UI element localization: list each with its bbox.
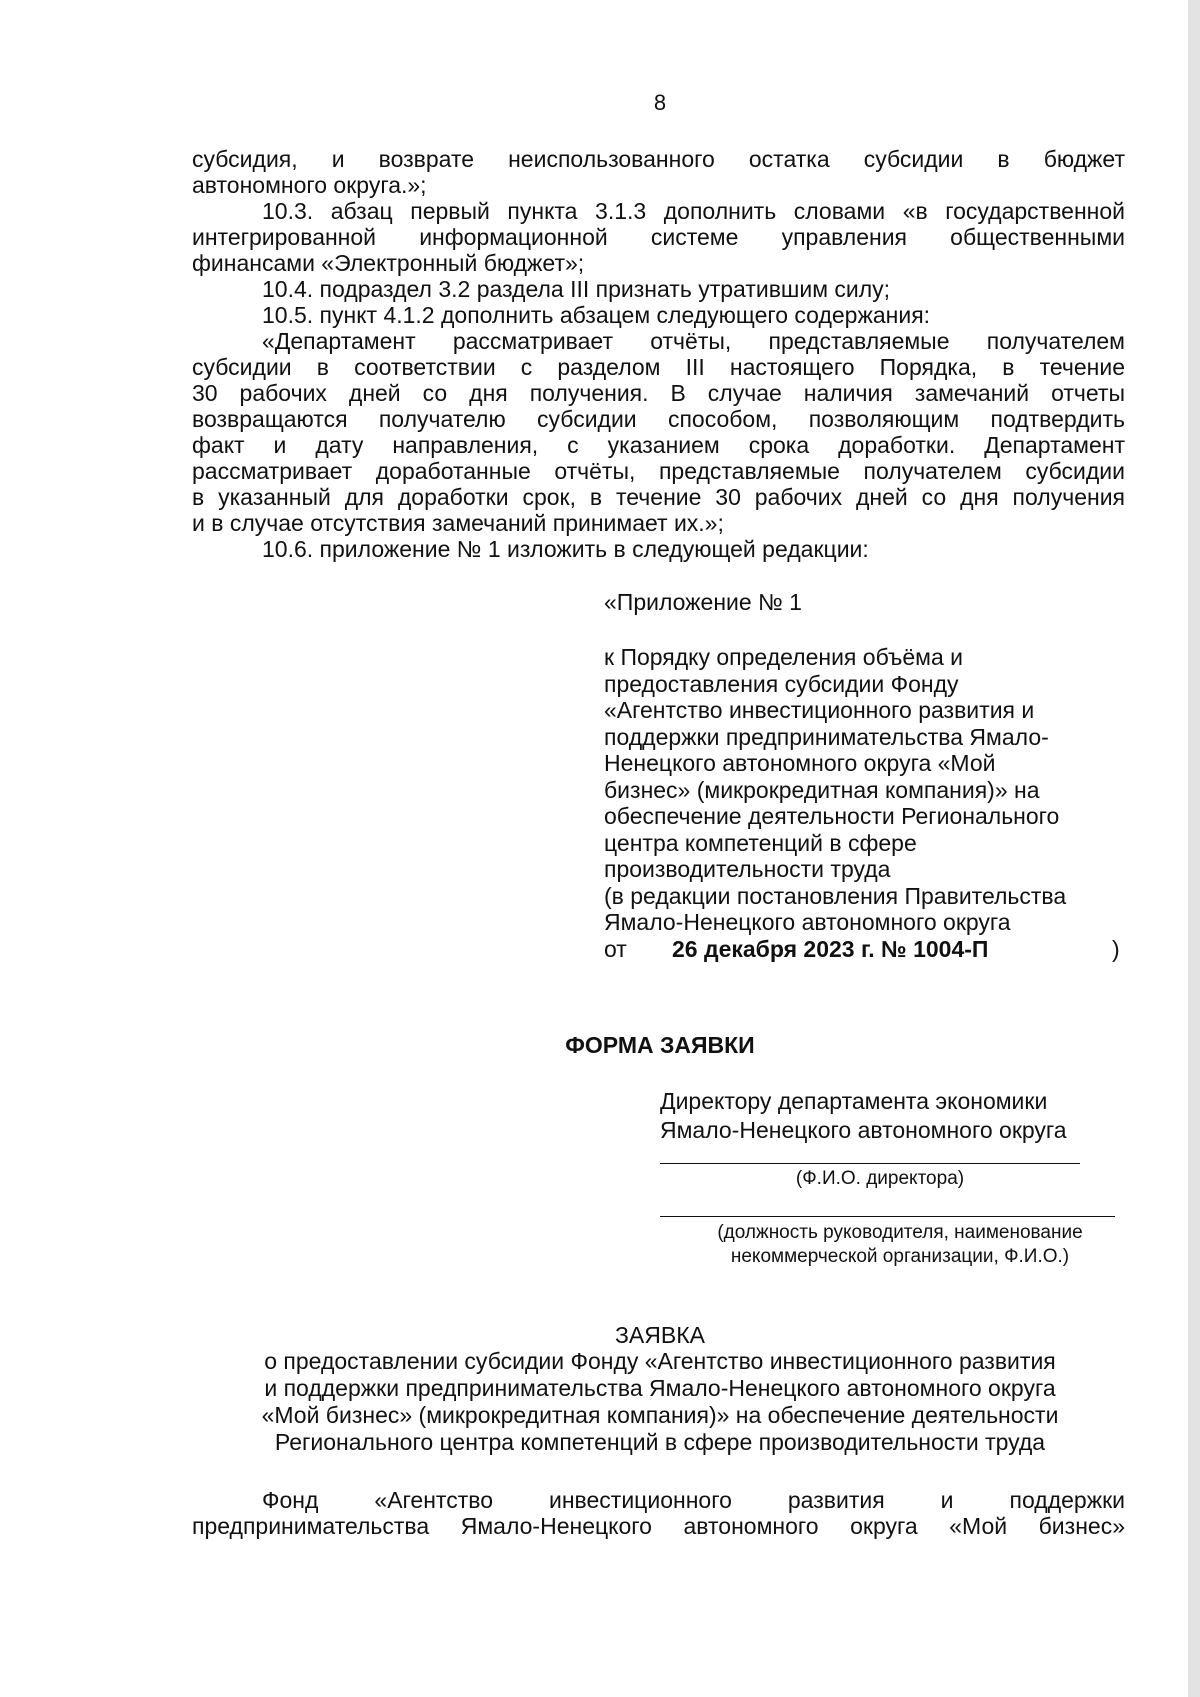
text-line: 10.3. абзац первый пункта 3.1.3 дополнить словами «в государственной: [262, 198, 1125, 224]
date-suffix: ): [1112, 935, 1120, 962]
amendment-text: [192, 146, 1125, 562]
application-subject: [192, 1348, 1128, 1456]
decree-date: 26 декабря 2023 г. № 1004-П: [672, 935, 989, 962]
sender-caption: [670, 1221, 1130, 1269]
text-line: Фонд «Агентство инвестиционного развития и поддержки: [262, 1487, 1125, 1513]
page-number: 8: [653, 90, 667, 115]
text-line: центра компетенций в сфере: [604, 829, 917, 856]
appendix-heading: «Приложение № 1: [604, 589, 802, 615]
text-line: (в редакции постановления Правительства: [604, 882, 1067, 909]
fio-caption: (Ф.И.О. директора): [795, 1168, 965, 1189]
appendix-caption: [604, 644, 1124, 963]
text-line: «Департамент рассматривает отчёты, представляемые получателем: [262, 328, 1125, 354]
application-body: [192, 1487, 1125, 1539]
text-line: возвращаются получателю субсидии способом, позволяющим подтвердить: [192, 406, 1125, 432]
fio-blank-line: [660, 1163, 1080, 1164]
text-line: (должность руководителя, наименование: [717, 1222, 1083, 1243]
appendix-date-line: [604, 936, 1124, 963]
text-line: к Порядку определения объёма и: [604, 644, 963, 670]
addressee: [660, 1087, 1130, 1145]
page-edge: [1188, 0, 1200, 1697]
text-line: 10.4. подраздел 3.2 раздела III признать утратившим силу;: [262, 276, 891, 302]
text-line: 10.6. приложение № 1 изложить в следующей редакции:: [262, 536, 869, 562]
text-line: бизнес» (микрокредитная компания)» на: [604, 776, 1040, 803]
text-line: 10.5. пункт 4.1.2 дополнить абзацем следующего содержания:: [262, 302, 931, 328]
sender-blank-line: [660, 1216, 1115, 1217]
text-line: интегрированной информационной системе управления общественными: [192, 224, 1125, 250]
text-line: факт и дату направления, с указанием срока доработки. Департамент: [192, 432, 1125, 458]
text-line: «Агентство инвестиционного развития и: [604, 697, 1035, 723]
text-line: в указанный для доработки срок, в течение 30 рабочих дней со дня получения: [192, 484, 1125, 510]
application-title: ЗАЯВКА: [615, 1322, 705, 1348]
text-line: поддержки предпринимательства Ямало-: [604, 723, 1049, 750]
text-line: рассматривает доработанные отчёты, представляемые получателем субсидии: [192, 458, 1125, 484]
text-line: о предоставлении субсидии Фонду «Агентство инвестиционного развития: [264, 1348, 1056, 1374]
text-line: автономного округа.»;: [192, 172, 427, 198]
text-line: финансами «Электронный бюджет»;: [192, 250, 585, 276]
text-line: Директору департамента экономики: [660, 1088, 1048, 1114]
text-line: и в случае отсутствия замечаний принимает их.»;: [192, 510, 724, 536]
text-line: некоммерческой организации, Ф.И.О.): [730, 1246, 1070, 1267]
text-line: субсидии в соответствии с разделом III настоящего Порядка, в течение: [192, 354, 1125, 380]
text-line: Ямало-Ненецкого автономного округа: [604, 909, 1011, 935]
text-line: Регионального центра компетенций в сфере производительности труда: [274, 1429, 1046, 1455]
text-line: 30 рабочих дней со дня получения. В случае наличия замечаний отчеты: [192, 380, 1125, 406]
text-line: предпринимательства Ямало-Ненецкого автономного округа «Мой бизнес»: [192, 1513, 1125, 1539]
text-line: предоставления субсидии Фонду: [604, 670, 959, 697]
form-title: ФОРМА ЗАЯВКИ: [565, 1032, 755, 1058]
text-line: производительности труда: [604, 856, 891, 882]
text-line: Ямало-Ненецкого автономного округа: [660, 1117, 1067, 1143]
date-prefix: от: [604, 935, 627, 962]
text-line: и поддержки предпринимательства Ямало-Ненецкого автономного округа: [264, 1375, 1056, 1401]
text-line: субсидия, и возврате неиспользованного остатка субсидии в бюджет: [192, 146, 1125, 172]
text-line: «Мой бизнес» (микрокредитная компания)» на обеспечение деятельности: [261, 1402, 1059, 1428]
text-line: обеспечение деятельности Регионального: [604, 803, 1060, 829]
text-line: Ненецкого автономного округа «Мой: [604, 750, 996, 776]
